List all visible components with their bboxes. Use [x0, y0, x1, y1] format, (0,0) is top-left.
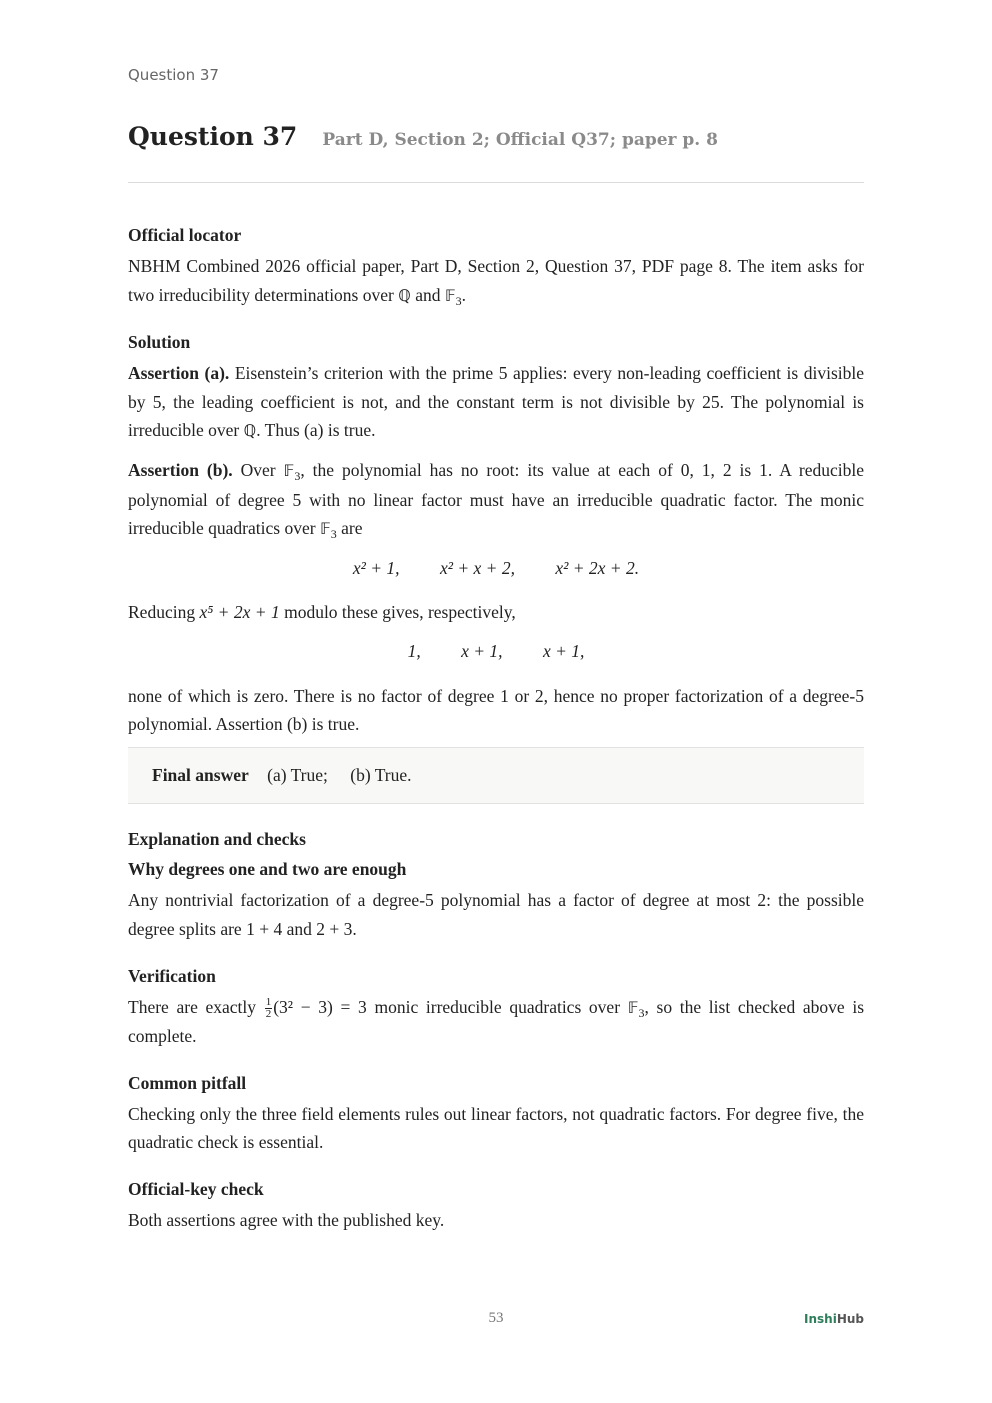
field-symbol: 𝔽 — [444, 285, 456, 305]
quadratics-display — [128, 554, 864, 583]
assertion-b-text-1: Over — [232, 459, 284, 480]
field-symbol: 𝔽 — [283, 460, 295, 480]
question-title: Question 37 — [128, 122, 298, 151]
pitfall-text: Checking only the three field elements rules out linear factors, not quadratic factors. For degree five, the quadratic check is essential. — [128, 1103, 864, 1153]
assertion-a-lead: Assertion (a). — [128, 363, 230, 384]
solution-section — [128, 329, 864, 739]
final-answer-box — [128, 747, 864, 805]
verification-text-mid: monic irreducible quadratics over — [366, 996, 628, 1017]
verification-heading: Verification — [128, 965, 216, 986]
assertion-b-text-2: , the polynomial has no root: its value at each of 0, 1, 2 is 1. A reducible polynomial of degree 5 with no linear factor must have an irreducible quadratic factor. The monic irreducible quadratics over — [128, 459, 864, 539]
field-subscript: 3 — [330, 527, 337, 542]
field-subscript: 3 — [638, 1005, 645, 1020]
field-subscript: 3 — [455, 293, 462, 308]
reducing-paragraph — [128, 598, 864, 627]
assertion-a-text: Eisenstein’s criterion with the prime 5 applies: every non-leading coefficient is divisible by 5, the leading coefficient is not, and the constant term is not divisible by 25. The polynomial is irreducible over — [128, 363, 865, 441]
page-number: 53 — [488, 1310, 504, 1326]
conclusion-paragraph: none of which is zero. There is no factor of degree 1 or 2, hence no proper factorization of a degree-5 polynomial. Assertion (b) is true. — [128, 685, 864, 735]
brand-part-1: Inshi — [804, 1312, 837, 1326]
official-locator-section — [128, 222, 864, 310]
verification-text — [128, 993, 864, 1051]
quadratic-1: x² + 1, — [352, 557, 400, 578]
rationals-symbol: ℚ — [243, 421, 257, 441]
field-subscript: 3 — [294, 468, 301, 483]
final-answer-b: (b) True. — [350, 764, 412, 785]
key-check-text: Both assertions agree with the published key. — [128, 1209, 445, 1230]
final-answer-label: Final answer — [152, 764, 249, 785]
rationals-symbol: ℚ — [398, 285, 411, 305]
locator-text-before: NBHM Combined 2026 official paper, Part D, Section 2, Question 37, PDF page 8. The item asks for two irreducibility determinations over — [128, 256, 864, 305]
question-header — [128, 122, 864, 151]
pitfall-heading: Common pitfall — [128, 1072, 247, 1093]
remainder-2: x + 1, — [461, 640, 503, 661]
solution-heading: Solution — [128, 332, 191, 353]
final-answer-a: (a) True; — [267, 764, 328, 785]
locator-text-end: . — [461, 284, 466, 305]
remainder-3: x + 1, — [542, 640, 585, 661]
key-check-heading: Official-key check — [128, 1178, 264, 1199]
assertion-b-text-3: are — [336, 518, 363, 539]
remainders-display — [128, 637, 864, 666]
brand-part-2: Hub — [836, 1312, 864, 1326]
field-symbol: 𝔽 — [627, 997, 639, 1017]
quadratic-2: x² + x + 2, — [439, 557, 515, 578]
assertion-b-paragraph — [128, 456, 864, 544]
degrees-heading: Why degrees one and two are enough — [128, 859, 407, 880]
assertion-a-paragraph — [128, 359, 864, 446]
header-divider — [128, 182, 864, 183]
assertion-a-text-end: . Thus (a) is true. — [256, 420, 376, 441]
explanation-section — [128, 826, 864, 1234]
brand-logo — [804, 1312, 864, 1326]
running-head: Question 37 — [128, 66, 219, 84]
reducing-polynomial: x⁵ + 2x + 1 — [199, 602, 280, 623]
fraction-numerator: 1 — [265, 995, 272, 1008]
verification-text-end: , so the list checked above is complete. — [128, 996, 864, 1047]
verification-text-before: There are exactly — [128, 996, 264, 1017]
remainder-1: 1, — [407, 640, 421, 661]
question-meta: Part D, Section 2; Official Q37; paper p. 8 — [322, 130, 718, 150]
assertion-b-lead: Assertion (b). — [128, 459, 233, 480]
locator-text-and: and — [410, 284, 445, 305]
verification-expression: (3² − 3) = 3 — [273, 996, 367, 1017]
reducing-before: Reducing — [128, 602, 200, 623]
official-locator-heading: Official locator — [128, 225, 242, 245]
explanation-heading: Explanation and checks — [128, 829, 306, 850]
fraction-denominator: 2 — [265, 1007, 272, 1020]
reducing-after: modulo these gives, respectively, — [279, 602, 516, 623]
official-locator-text — [128, 252, 864, 310]
main-content — [128, 222, 864, 1253]
quadratic-3: x² + 2x + 2. — [555, 557, 640, 578]
degrees-text: Any nontrivial factorization of a degree-5 polynomial has a factor of degree at most 2: the possible degree splits are 1 + 4 and 2 + 3. — [128, 890, 864, 939]
one-half-fraction — [265, 997, 273, 1020]
field-symbol: 𝔽 — [319, 519, 331, 539]
